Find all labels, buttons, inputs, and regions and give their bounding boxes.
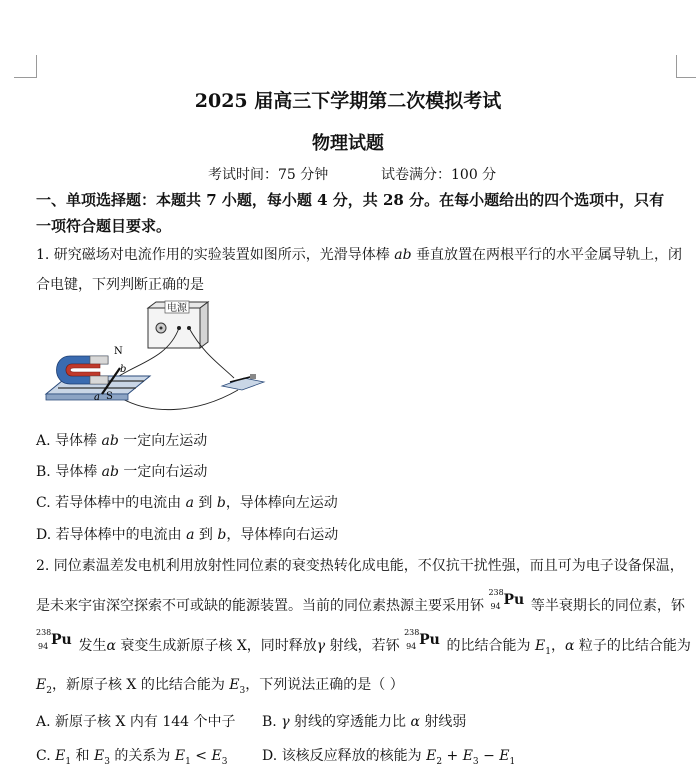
point-b-label: b	[120, 364, 127, 375]
q1-option-a: A. 导体棒 ab 一定向左运动	[36, 433, 208, 449]
point-a-label: a	[94, 392, 100, 403]
q2-line4: $E_2$，新原子核 X 的比结合能为 $E_3$，下列说法正确的是（ ）	[36, 677, 404, 696]
section-heading-line2: 一项符合题目要求。	[36, 217, 172, 235]
pu238-nuclide: 238 94 Pu	[488, 588, 525, 611]
crop-mark-left	[14, 55, 37, 78]
power-supply	[148, 301, 208, 348]
q2-option-c: C. $E_1$ 和 $E_3$ 的关系为 $E_1 < E_3$	[36, 748, 228, 767]
q2-option-a: A. 新原子核 X 内有 144 个中子	[36, 714, 236, 730]
q2-line3: 238 94 Pu 发生α 衰变生成新原子核 X，同时释放γ 射线，若钚 238 94 Pu 的比结合能为 $E_1$，α 粒子的比结合能为	[36, 628, 691, 657]
pole-n-label: N	[114, 346, 123, 357]
pu238-nuclide: 238 94 Pu	[36, 628, 72, 651]
section-heading-line1: 一、单项选择题：本题共 7 小题，每小题 4 分，共 28 分。在每小题给出的四个选项中，只有	[36, 191, 665, 209]
q2-option-b: B. γ 射线的穿透能力比 α 射线弱	[262, 714, 467, 730]
q1-option-d: D. 若导体棒中的电流由 a 到 b，导体棒向右运动	[36, 527, 339, 543]
q2-line2: 是未来宇宙深空探索不可或缺的能源装置。当前的同位素热源主要采用钚 238 94 Pu 等半衰期长的同位素，钚	[36, 588, 685, 614]
q2-option-d: D. 该核反应释放的核能为 $E_2 + E_3 - E_1$	[262, 748, 516, 767]
power-label: 电源	[167, 303, 187, 314]
exam-score: 试卷满分：100 分	[381, 167, 497, 183]
horseshoe-magnet	[57, 356, 109, 384]
q2-line1: 2. 同位素温差发电机利用放射性同位素的衰变热转化成电能，不仅抗干扰性强，而且可为电子设备保温，	[36, 558, 684, 574]
pu238-nuclide: 238 94 Pu	[404, 628, 440, 651]
exam-time: 考试时间：75 分钟	[208, 167, 329, 183]
q1-option-b: B. 导体棒 ab 一定向右运动	[36, 464, 208, 480]
exam-subtitle: 物理试题	[312, 133, 384, 154]
q1-option-c: C. 若导体棒中的电流由 a 到 b，导体棒向左运动	[36, 495, 338, 511]
q1-line1: 1. 研究磁场对电流作用的实验装置如图所示，光滑导体棒 ab 垂直放置在两根平行的水平金属导轨上，闭	[36, 247, 683, 263]
switch	[222, 374, 264, 390]
pole-s-label: S	[106, 391, 113, 402]
q1-figure	[38, 298, 278, 418]
exam-title: 2025 届高三下学期第二次模拟考试	[194, 90, 502, 112]
crop-mark-right	[676, 55, 696, 78]
q1-line2: 合电键，下列判断正确的是	[36, 277, 204, 293]
